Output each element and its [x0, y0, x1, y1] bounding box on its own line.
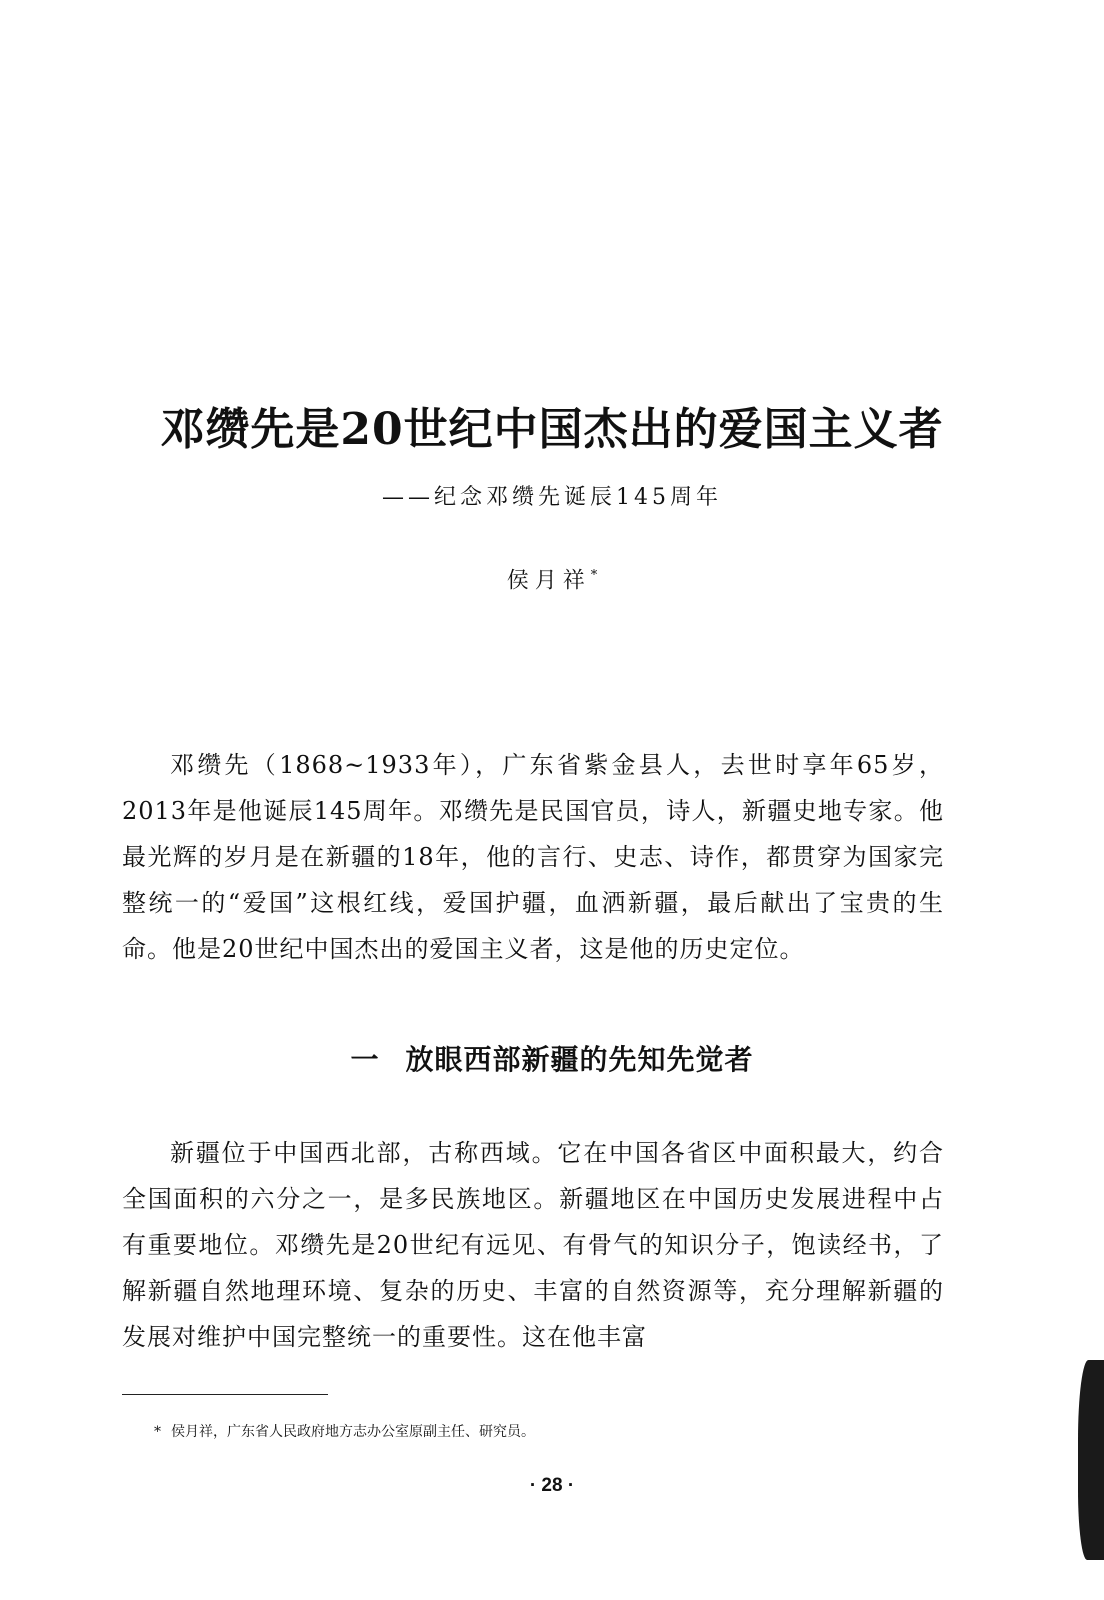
footnote-text: 侯月祥，广东省人民政府地方志办公室原副主任、研究员。 [171, 1424, 535, 1440]
intro-paragraph: 邓缵先（1868~1933年），广东省紫金县人，去世时享年65岁，2013年是他诞辰145周年。邓缵先是民国官员，诗人，新疆史地专家。他最光辉的岁月是在新疆的18年，他的言行、史志、诗作，都贯穿为国家完整统一的“爱国”这根红线，爱国护疆，血洒新疆，最后献出了宝贵的生命。他是20世纪中国杰出的爱国主义者，这是他的历史定位。 [122, 751, 944, 963]
footnote-divider [122, 1394, 328, 1395]
author-line [0, 560, 1104, 597]
footnote [154, 1422, 535, 1442]
section-paragraph: 新疆位于中国西北部，古称西域。它在中国各省区中面积最大，约合全国面积的六分之一，是多民族地区。新疆地区在中国历史发展进程中占有重要地位。邓缵先是20世纪有远见、有骨气的知识分子，饱读经书，了解新疆自然地理环境、复杂的历史、丰富的自然资源等，充分理解新疆的发展对维护中国完整统一的重要性。这在他丰富 [122, 1139, 944, 1351]
section-title: 放眼西部新疆的先知先觉者 [405, 1043, 754, 1076]
page-number: · 28 · [529, 1475, 575, 1496]
article-title: 邓缵先是20世纪中国杰出的爱国主义者 [160, 404, 944, 455]
section-heading [0, 1040, 1104, 1080]
article-subtitle: ——纪念邓缵先诞辰145周年 [382, 485, 722, 510]
section-number: 一 [350, 1043, 380, 1076]
footnote-mark: * [154, 1424, 161, 1440]
author-footnote-mark: * [590, 568, 598, 583]
scan-edge-shadow [1078, 1360, 1104, 1560]
author-name: 侯月祥 [506, 568, 591, 594]
